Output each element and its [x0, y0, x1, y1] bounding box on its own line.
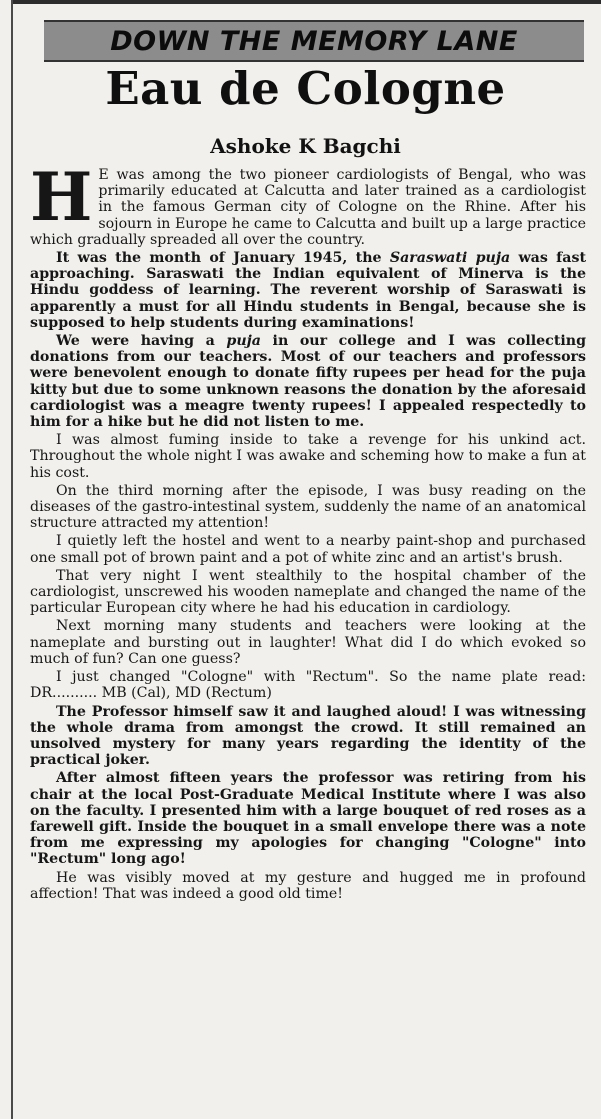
left-border-rule — [11, 0, 13, 1119]
paragraph-11: After almost fifteen years the professor was retiring from his chair at the local Post-Graduate Medical Institute where I was also on the faculty. I presented him with a large bouquet of red roses as a farewell gift. Inside the bouquet in a small envelope there was a note from me expressing my apologies for changing "Cologne" into "Rectum" long ago! — [30, 770, 586, 868]
paragraph-10: The Professor himself saw it and laughed aloud! I was witnessing the whole drama from amongst the crowd. It still remained an unsolved mystery for many years regarding the identity of the practical joker. — [30, 703, 586, 769]
column-banner — [44, 20, 584, 62]
byline: Ashoke K Bagchi — [210, 134, 401, 158]
drop-cap: H — [30, 158, 93, 236]
article-body — [30, 158, 586, 904]
paragraph-4: I was almost fuming inside to take a revenge for his unkind act. Throughout the whole night I was awake and scheming how to make a fun at his cost. — [30, 432, 586, 481]
paragraph-2: It was the month of January 1945, the Saraswati puja was fast approaching. Saraswati the Indian equivalent of Minerva is the Hindu goddess of learning. The reverent worship of Saraswati is apparently a must for all Hindu students in Bengal, because she is supposed to help students during examinations! — [30, 250, 586, 331]
top-border-rule — [11, 0, 601, 4]
paragraph-12: He was visibly moved at my gesture and hugged me in profound affection! That was indeed a good old time! — [30, 869, 586, 902]
headline: Eau de Cologne — [105, 62, 506, 115]
paragraph-6: I quietly left the hostel and went to a nearby paint-shop and purchased one small pot of brown paint and a pot of white zinc and an artist's brush. — [30, 533, 586, 566]
paragraph-3: We were having a puja in our college and I was collecting donations from our teachers. Most of our teachers and professors were benevolent enough to donate fifty rupees per head for the puja kitty but due to some unknown reasons the donation by the aforesaid cardiologist was a meagre twenty rupees! I appealed respectedly to him for a hike but he did not listen to me. — [30, 333, 586, 431]
paragraph-5: On the third morning after the episode, I was busy reading on the diseases of the gastro-intestinal system, suddenly the name of an anatomical structure attracted my attention! — [30, 482, 586, 532]
paragraph-1: H E was among the two pioneer cardiologists of Bengal, who was primarily educated at Calcutta and later trained as a cardiologist in the famous German city of Cologne on the Rhine. After his sojourn in Europe he came to Calcutta and built up a large practice which gradually spreaded all over the country. — [30, 158, 586, 248]
paragraph-8: Next morning many students and teachers were looking at the nameplate and bursting out in laughter! What did I do which evoked so much of fun? Can one guess? — [30, 618, 586, 667]
paragraph-7: That very night I went stealthily to the hospital chamber of the cardiologist, unscrewed his wooden nameplate and changed the name of the particular European city where he had his education in cardiology. — [30, 567, 586, 617]
column-banner-text: DOWN THE MEMORY LANE — [110, 25, 518, 57]
paragraph-9: I just changed "Cologne" with "Rectum". So the name plate read: DR.......... MB (Cal), MD (Rectum) — [30, 669, 586, 702]
